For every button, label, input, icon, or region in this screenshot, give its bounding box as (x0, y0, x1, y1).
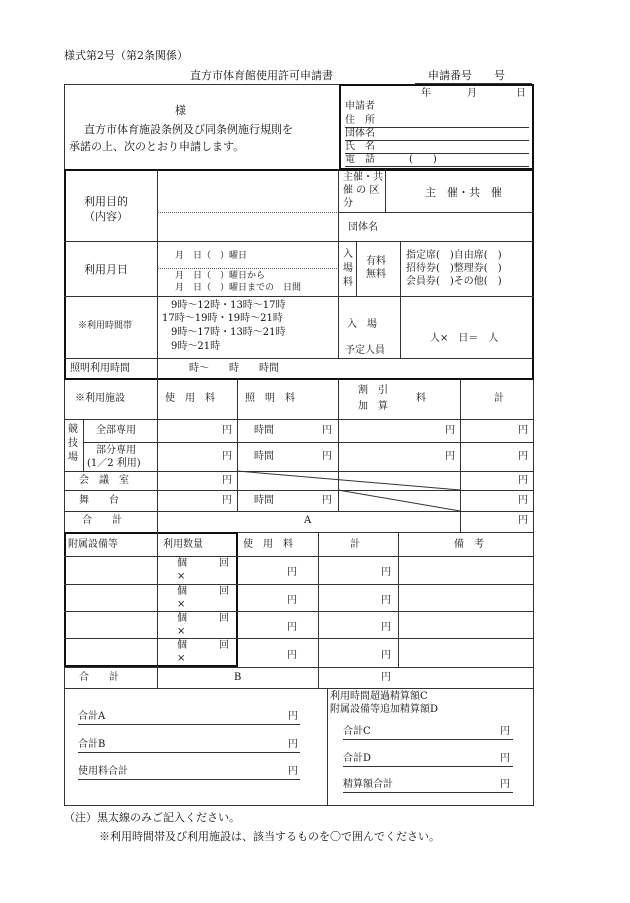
lighting-label: 照明利用時間 (70, 363, 130, 374)
date-day: 日 (516, 88, 526, 99)
time-option-2: 17時～19時・19時～21時 (162, 313, 283, 324)
lighting-value: 時～ 時 時間 (189, 363, 279, 374)
note-1: （注）黒太線のみご記入ください。 (64, 811, 240, 824)
equip-row3-line (64, 638, 534, 639)
visitors-formula: 人× 日＝ 人 (430, 333, 499, 344)
yen: 円 (322, 451, 332, 462)
yen: 円 (518, 475, 528, 486)
fac-total-a: A (304, 515, 312, 526)
arena-label-1: 競 (68, 424, 78, 435)
org-category-3: 分 (343, 198, 353, 209)
equip-row2-line (64, 611, 534, 612)
date-single: 月 日（ ）曜日 (175, 251, 248, 261)
time-slot-label: ※利用時間帯 (78, 321, 133, 331)
yen: 円 (222, 475, 232, 486)
yen: 円 (222, 495, 232, 506)
col-equip-total: 計 (350, 539, 360, 550)
times-sign: × (177, 626, 186, 637)
group-label: 団体名 (345, 128, 375, 139)
hours: 時間 (254, 425, 274, 436)
settlement-label: 精算額合計 (343, 779, 393, 790)
summary-divider (327, 688, 328, 806)
unit-kai: 回 (219, 640, 229, 651)
yen: 円 (381, 650, 391, 661)
arena-full: 全部専用 (96, 425, 136, 436)
fac-total-label: 合 計 (82, 515, 122, 526)
equipment-thick-box (64, 532, 238, 667)
visitors-label-1: 入 場 (347, 319, 377, 330)
yen: 円 (288, 711, 298, 722)
sum-c-line (343, 739, 513, 740)
application-number: 申請番号 号 (428, 69, 505, 82)
equip-header-line (64, 556, 534, 557)
date-range-2: 月 日（ ）曜日までの 日間 (175, 283, 302, 293)
equip-col-3 (318, 532, 319, 688)
date-month: 月 (467, 88, 477, 99)
equip-total-line (64, 688, 534, 689)
yen: 円 (445, 451, 455, 462)
yen: 円 (322, 425, 332, 436)
addon-label: 附属設備等追加精算額D (330, 704, 439, 715)
yen: 円 (518, 515, 528, 526)
unit-kai: 回 (219, 558, 229, 569)
sum-a-label: 合計A (78, 711, 106, 722)
unit-kai: 回 (219, 613, 229, 624)
unit-ko: 個 (177, 558, 187, 569)
equip-total-label: 合 計 (79, 672, 119, 683)
yen: 円 (222, 425, 232, 436)
org-category-1: 主催・共 (343, 172, 383, 183)
yen: 円 (381, 622, 391, 633)
sum-a-line (78, 724, 300, 725)
equip-total-b: B (234, 672, 242, 683)
yen: 円 (500, 779, 510, 790)
col-discount-3: 料 (416, 393, 426, 404)
time-option-3: 9時～17時・13時～21時 (171, 327, 286, 338)
sum-c-label: 合計C (343, 726, 371, 737)
equipment-label: 附属設備等 (68, 539, 118, 550)
time-option-4: 9時～21時 (171, 341, 221, 352)
sum-b-label: 合計B (78, 739, 106, 750)
phone-paren: ( ) (409, 154, 437, 165)
col-equip-fee: 使 用 料 (243, 539, 293, 550)
hours: 時間 (254, 451, 274, 462)
fee-total-label: 使用料合計 (78, 766, 128, 777)
date-year: 年 (421, 88, 431, 99)
entry-fee-1: 入 (343, 249, 353, 260)
yen: 円 (288, 739, 298, 750)
settlement-line (343, 792, 513, 793)
times-sign: × (177, 599, 186, 610)
sum-d-label: 合計D (343, 753, 372, 764)
stage: 舞 台 (79, 495, 119, 506)
unit-ko: 個 (177, 586, 187, 597)
hours: 時間 (254, 495, 274, 506)
equip-row4-line (64, 667, 534, 668)
overtime-label: 利用時間超過精算額C (330, 691, 428, 702)
yen: 円 (222, 451, 232, 462)
phone-label: 電 話 (345, 154, 375, 165)
paid-option: 有料 (366, 256, 386, 267)
unit-ko: 個 (177, 613, 187, 624)
col-use-fee: 使 用 料 (165, 393, 215, 404)
intro-line-2: 承諾の上、次のとおり申請します。 (69, 140, 245, 153)
yen: 円 (381, 567, 391, 578)
date-range-1: 月 日（ ）曜日から (175, 271, 266, 281)
yen: 円 (518, 495, 528, 506)
purpose-sublabel: （内容） (84, 210, 128, 223)
times-sign: × (177, 571, 186, 582)
col-discount-2: 加 算 (358, 401, 388, 412)
yen: 円 (287, 595, 297, 606)
arena-partial-2: (1／2 利用) (87, 458, 141, 469)
yen: 円 (287, 567, 297, 578)
group-name-label: 団体名 (348, 222, 378, 233)
seat-row-3: 会員券( )その他( ) (406, 276, 502, 287)
yen: 円 (287, 650, 297, 661)
seat-row-1: 指定席( )自由席( ) (406, 250, 502, 261)
yen: 円 (287, 622, 297, 633)
entry-fee-3: 料 (343, 277, 353, 288)
org-category-2: 催 の 区 (343, 185, 380, 196)
arena-label-2: 技 (68, 438, 78, 449)
unit-ko: 個 (177, 640, 187, 651)
meeting-room: 会 議 室 (79, 475, 129, 486)
time-option-1: 9時～12時・13時～17時 (171, 300, 286, 311)
col-total: 計 (494, 393, 504, 404)
dates-label: 利用月日 (84, 263, 128, 276)
yen: 円 (288, 766, 298, 777)
col-quantity: 利用数量 (163, 539, 203, 550)
equip-row1-line (64, 584, 534, 585)
yen: 円 (500, 753, 510, 764)
intro-line-1: 直方市体育施設条例及び同条例施行規則を (84, 123, 293, 136)
stage-strike (338, 490, 460, 511)
arena-label-3: 場 (68, 452, 78, 463)
seat-row-2: 招待券( )整理券( ) (406, 263, 502, 274)
yen: 円 (518, 425, 528, 436)
sum-d-line (343, 766, 513, 767)
yen: 円 (500, 726, 510, 737)
form-number: 様式第2号（第2条関係） (64, 49, 188, 62)
facilities-label: ※利用施設 (75, 393, 125, 404)
org-value: 主 催・共 催 (425, 186, 502, 199)
yen: 円 (518, 451, 528, 462)
unit-kai: 回 (219, 586, 229, 597)
yen: 円 (445, 425, 455, 436)
name-label: 氏 名 (345, 141, 375, 152)
sum-b-line (78, 752, 300, 753)
visitors-label-2: 予定人員 (345, 345, 385, 356)
yen: 円 (322, 495, 332, 506)
col-discount-1: 割 引 (358, 385, 388, 396)
arena-partial-1: 部分専用 (96, 445, 136, 456)
yen: 円 (381, 595, 391, 606)
col-remarks: 備 考 (454, 539, 484, 550)
applicant-label: 申請者 (345, 101, 375, 112)
addressee-sama: 様 (175, 104, 186, 117)
entry-fee-2: 場 (343, 263, 353, 274)
free-option: 無料 (366, 269, 386, 280)
col-lighting-fee: 照 明 料 (245, 393, 295, 404)
equip-col-1 (157, 532, 158, 688)
yen: 円 (381, 672, 391, 683)
form-title: 直方市体育館使用許可申請書 (190, 69, 333, 82)
meeting-strike (237, 471, 460, 490)
purpose-label: 利用目的 (84, 195, 128, 208)
address-label: 住 所 (345, 115, 375, 126)
fee-total-line (78, 779, 300, 780)
times-sign: × (177, 653, 186, 664)
equip-col-4 (398, 532, 399, 667)
note-2: ※利用時間帯及び利用施設は、該当するものを〇で囲んでください。 (99, 830, 440, 843)
